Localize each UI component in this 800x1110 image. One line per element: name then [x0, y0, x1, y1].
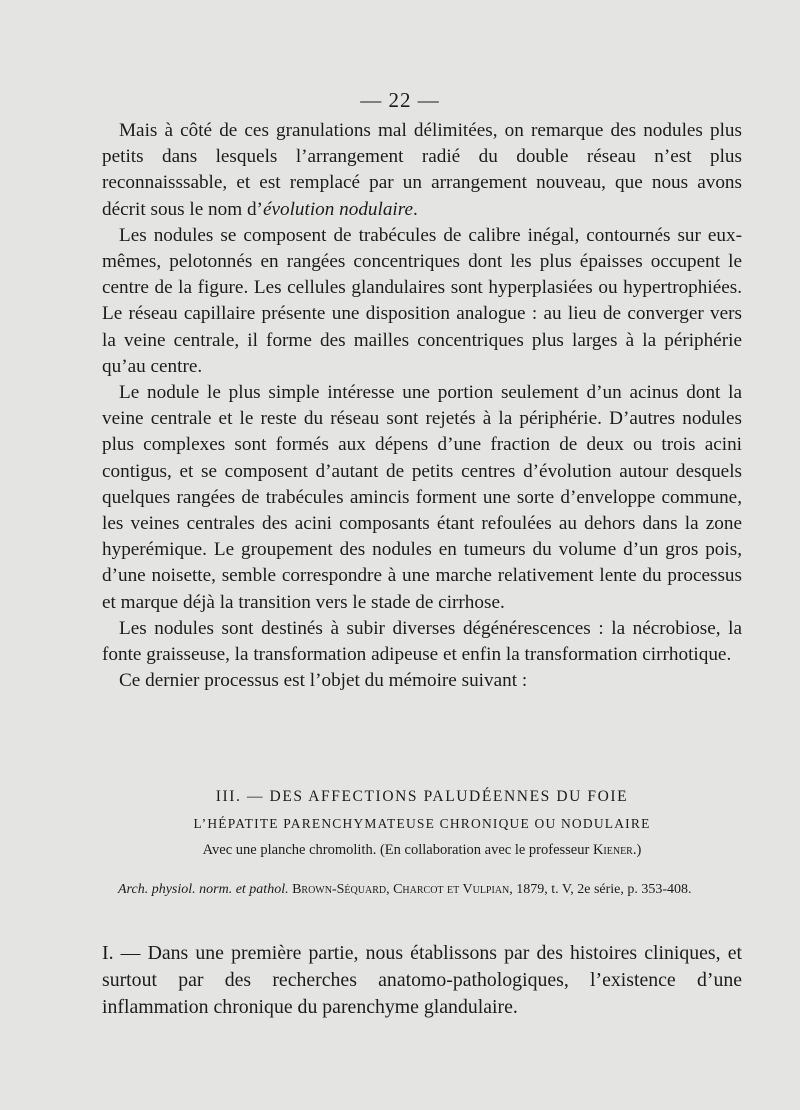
paragraph-1-end: .: [413, 198, 418, 220]
paragraph-5: Ce dernier processus est l’objet du mémoire suivant :: [119, 670, 528, 692]
paragraph-1-emphasis: évolution nodulaire: [262, 198, 414, 220]
page-number: — 22 —: [360, 88, 440, 112]
closing-text: [102, 940, 742, 1021]
section-title: III. — DES AFFECTIONS PALUDÉENNES DU FOIE: [215, 788, 629, 805]
section-note-suffix: .): [632, 842, 642, 858]
body-text: [102, 118, 742, 694]
section-note-name: Kiener: [592, 842, 633, 858]
section-note: [102, 842, 742, 859]
paragraph-1: [102, 118, 742, 223]
reference-authors: Brown-Séquard, Charcot et Vulpian: [292, 882, 510, 897]
closing-paragraph: I. — Dans une première partie, nous établissons par des histoires cliniques, et surtout par des recherches anatomo-pathologiques, l’existence d’une inflammation chronique du parenchyme glandulaire.: [102, 942, 742, 1018]
section-subtitle: L’HÉPATITE PARENCHYMATEUSE CHRONIQUE OU NODULAIRE: [193, 816, 651, 831]
section-heading: [102, 788, 742, 859]
paragraph-2: Les nodules se composent de trabécules de calibre inégal, contournés sur eux-mêmes, pelotonnés en rangées concentriques dont les plus épaisses occupent le centre de la figure. Les cellules glandulaires sont hyperplasiées ou hypertrophiées. Le réseau capillaire présente une disposition analogue : au lieu de converger vers la veine centrale, il forme des mailles concentriques plus larges à la périphérie qu’au centre.: [102, 224, 742, 377]
paragraph-3: Le nodule le plus simple intéresse une portion seulement d’un acinus dont la veine centrale et le reste du réseau sont rejetés à la périphérie. D’autres nodules plus complexes sont formés aux dépens d’une fraction de deux ou trois acini contigus, et se composent d’autant de petits centres d’évolution autour desquels quelques rangées de trabécules amincis forment une sorte d’enveloppe commune, les veines centrales des acini composants étant refoulées au dehors dans la zone hyperémique. Le groupement des nodules en tumeurs du volume d’un gros pois, d’une noisette, semble correspondre à une marche relativement lente du processus et marque déjà la transition vers le stade de cirrhose.: [102, 382, 742, 613]
reference-journal: Arch. physiol. norm. et pathol.: [118, 882, 289, 897]
bibliographic-reference: [102, 880, 742, 900]
paragraph-1-text: Mais à côté de ces granulations mal délimitées, on remarque des nodules plus petits dans lesquels l’arrangement radié du double réseau n’est plus reconnaisssable, et est remplacé par un arrangement nouveau, que nous avons décrit sous le nom d’: [102, 120, 742, 220]
section-note-prefix: Avec une planche chromolith. (En collaboration avec le professeur: [202, 842, 593, 858]
reference-details: , 1879, t. V, 2e série, p. 353-408.: [509, 882, 692, 897]
paragraph-4: Les nodules sont destinés à subir diverses dégénérescences : la nécrobiose, la fonte graisseuse, la transformation adipeuse et enfin la transformation cirrhotique.: [102, 617, 742, 666]
